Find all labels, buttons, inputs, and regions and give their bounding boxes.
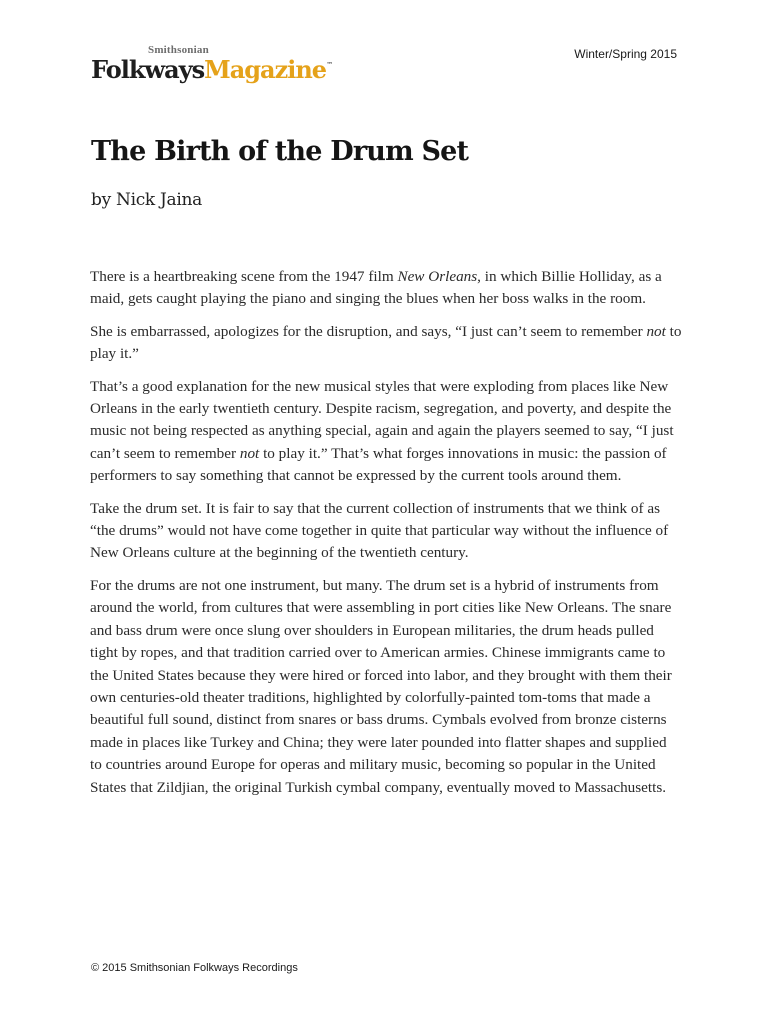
article-body: [90, 266, 682, 809]
masthead-trademark: ™: [326, 61, 333, 69]
article-title: The Birth of the Drum Set: [91, 136, 469, 167]
masthead-folkways: Folkways: [91, 55, 205, 84]
masthead-title: [91, 49, 332, 86]
copyright-footer: © 2015 Smithsonian Folkways Recordings: [91, 962, 298, 974]
body-paragraph: [90, 266, 682, 311]
italic-text: New Orleans: [397, 268, 478, 285]
paragraph-text: That’s a good explanation for the new musical styles that were exploding from places like New Orleans in the early twentieth century. Despite racism, segregation, and poverty, and despite the music not being respected as anything special, again and again the players seemed to say, “I just can’t seem to remember: [90, 377, 674, 462]
body-paragraph: [90, 498, 682, 565]
body-paragraph: [90, 376, 682, 488]
paragraph-text: to play it.”: [90, 322, 682, 363]
italic-text: not: [646, 322, 666, 340]
italic-text: not: [239, 444, 260, 462]
body-paragraph: [90, 575, 682, 799]
paragraph-text: There is a heartbreaking scene from the 1947 film: [90, 268, 398, 285]
paragraph-text: She is embarrassed, apologizes for the disruption, and says, “I just can’t seem to remember: [90, 322, 647, 340]
paragraph-text: Take the drum set. It is fair to say that the current collection of instruments that we think of as “the drums” would not have come together in quite that particular way without the influence of New Orleans culture at the beginning of the twentieth century.: [90, 499, 669, 562]
issue-date: Winter/Spring 2015: [574, 47, 677, 61]
body-paragraph: [90, 321, 682, 366]
article-byline: by Nick Jaina: [91, 190, 202, 210]
masthead-magazine: Magazine: [204, 55, 327, 84]
paragraph-text: , in which Billie Holliday, as a maid, gets caught playing the piano and singing the blues when her boss walks in the room.: [90, 268, 662, 308]
masthead-smithsonian: Smithsonian: [148, 44, 209, 56]
paragraph-text: to play it.” That’s what forges innovations in music: the passion of performers to say something that cannot be expressed by the current tools around them.: [90, 444, 667, 485]
paragraph-text: For the drums are not one instrument, but many. The drum set is a hybrid of instruments from around the world, from cultures that were assembling in port cities like New Orleans. The snare and bass drum were once slung over shoulders in European militaries, the drum heads pulled tight by ropes, and that tradition carried over to American armies. Chinese immigrants came to the United States because they were hired or forced into labor, and they brought with them their own centuries-old theater traditions, highlighted by colorfully-painted tom-toms that made a beautiful full sound, distinct from snares or bass drums. Cymbals evolved from bronze cisterns made in places like Turkey and China; they were later pounded into flatter shapes and supplied to countries around Europe for operas and military music, becoming so popular in the United States that Zildjian, the original Turkish cymbal company, eventually moved to Massachusetts.: [90, 576, 672, 796]
